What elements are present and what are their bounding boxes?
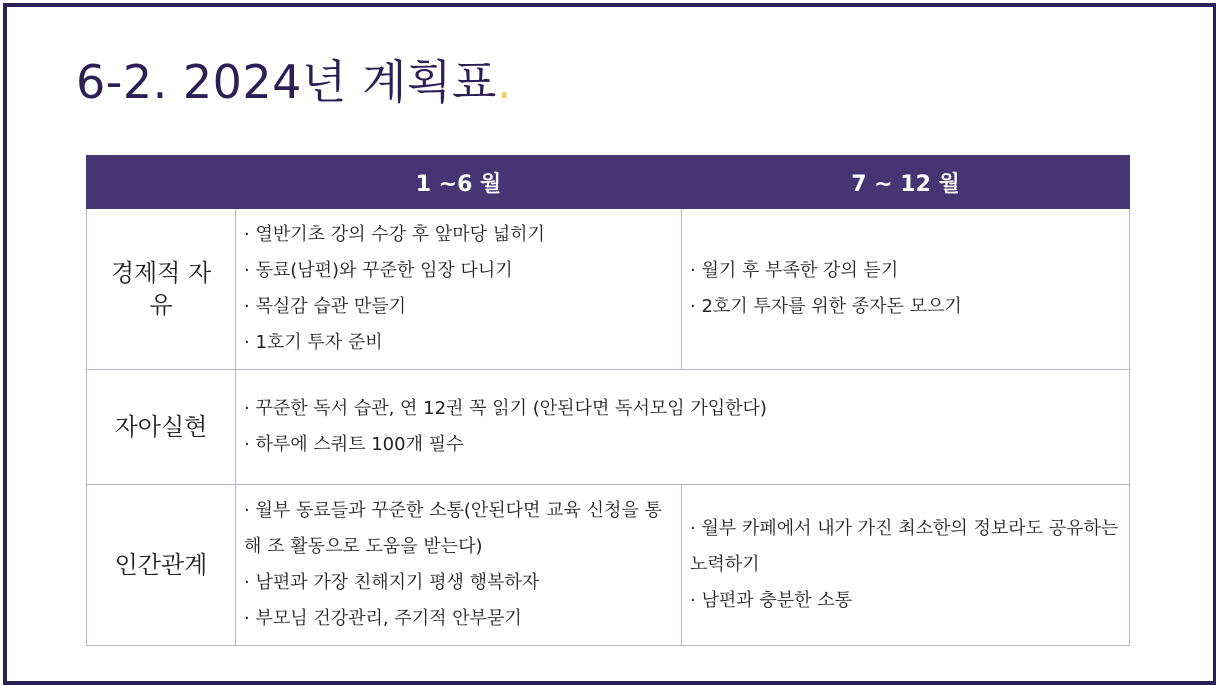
title-text: 6-2. 2024년 계획표 bbox=[76, 55, 497, 109]
header-first-half: 1 ~6 월 bbox=[236, 156, 682, 209]
list-item: · 월부 카페에서 내가 가진 최소한의 정보라도 공유하는 노력하기 bbox=[690, 518, 1119, 575]
header-second-half: 7 ~ 12 월 bbox=[682, 156, 1130, 209]
list-item: · 2호기 투자를 위한 종자돈 모으기 bbox=[690, 296, 962, 317]
list-item: · 하루에 스쿼트 100개 필수 bbox=[244, 434, 464, 455]
list-item: · 남편과 가장 친해지기 평생 행복하자 bbox=[244, 572, 540, 593]
list-item: · 남편과 충분한 소통 bbox=[690, 590, 852, 611]
list-item: · 목실감 습관 만들기 bbox=[244, 296, 406, 317]
second-half-cell bbox=[682, 209, 1130, 370]
category-cell: 경제적 자유 bbox=[87, 209, 236, 370]
title-dot: . bbox=[496, 55, 512, 109]
table-row-relationships bbox=[87, 485, 1130, 646]
table-row-economic bbox=[87, 209, 1130, 370]
full-year-cell bbox=[236, 370, 1130, 485]
list-item: · 월기 후 부족한 강의 듣기 bbox=[690, 260, 899, 281]
header-category bbox=[87, 156, 236, 209]
list-item: · 부모님 건강관리, 주기적 안부묻기 bbox=[244, 608, 522, 629]
first-half-cell bbox=[236, 485, 682, 646]
page-title bbox=[76, 46, 512, 112]
table-row-self-realization bbox=[87, 370, 1130, 485]
list-item: · 월부 동료들과 꾸준한 소통(안된다면 교육 신청을 통해 조 활동으로 도움을 받는다) bbox=[244, 500, 662, 557]
category-cell: 자아실현 bbox=[87, 370, 236, 485]
header-row bbox=[87, 156, 1130, 209]
list-item: · 열반기초 강의 수강 후 앞마당 넓히기 bbox=[244, 224, 545, 245]
plan-table bbox=[86, 155, 1130, 646]
list-item: · 1호기 투자 준비 bbox=[244, 332, 383, 353]
second-half-cell bbox=[682, 485, 1130, 646]
category-cell: 인간관계 bbox=[87, 485, 236, 646]
first-half-cell bbox=[236, 209, 682, 370]
list-item: · 꾸준한 독서 습관, 연 12권 꼭 읽기 (안된다면 독서모임 가입한다) bbox=[244, 398, 767, 419]
list-item: · 동료(남편)와 꾸준한 임장 다니기 bbox=[244, 260, 513, 281]
